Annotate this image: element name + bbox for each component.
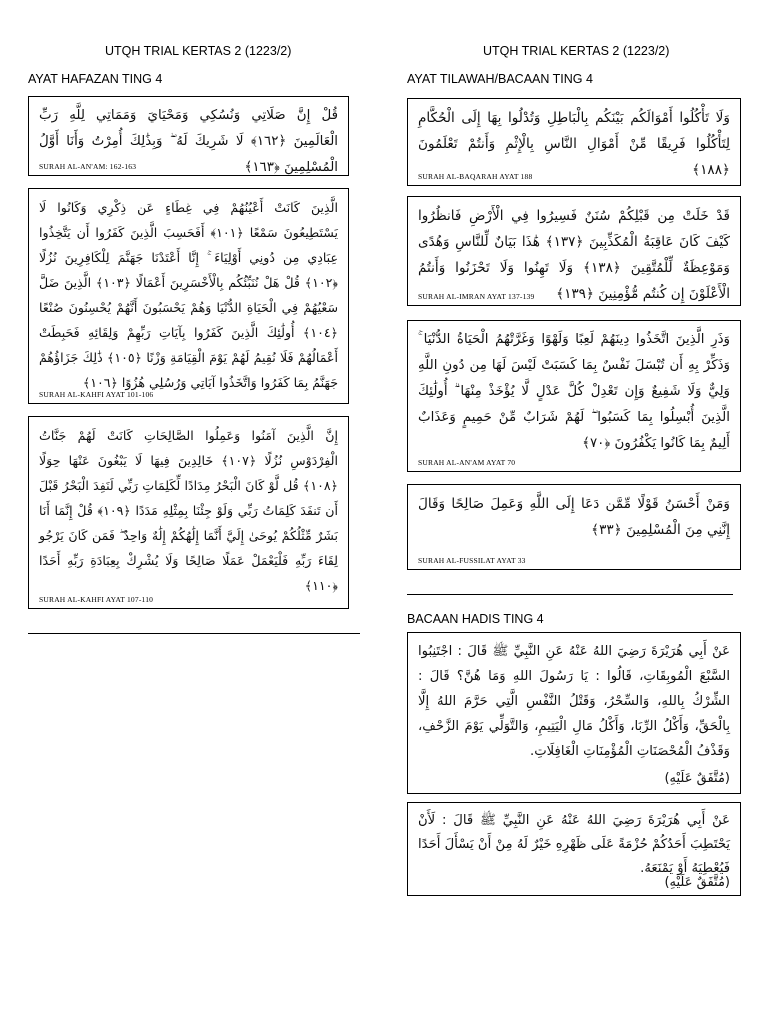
tilawah-box-1 xyxy=(407,98,741,186)
ayat-text: وَلَا تَأْكُلُوا أَمْوَالَكُم بَيْنَكُم بِالْبَاطِلِ وَتُدْلُوا بِهَا إِلَى الْحُكَّامِ لِتَأْكُلُوا فَرِيقًا مِّنْ أَمْوَالِ النَّاسِ بِالْإِثْمِ وَأَنتُمْ تَعْلَمُونَ ﴿١٨٨﴾ xyxy=(418,110,730,178)
hadis-text: عَنْ أَبِي هُرَيْرَةَ رَضِيَ اللهُ عَنْهُ عَنِ النَّبِيِّ ﷺ قَالَ : لَأَنْ يَحْتَطِبَ أَحَدُكُمْ حُزْمَةً عَلَى ظَهْرِهِ خَيْرٌ لَهُ مِنْ أَنْ يَسْأَلَ أَحَدًا فَيُعْطِيَهُ أَوْ يَمْنَعَهُ. xyxy=(418,813,730,876)
left-section-title: AYAT HAFAZAN TING 4 xyxy=(28,72,163,86)
hafazan-box-3 xyxy=(28,416,349,609)
hadis-box-1 xyxy=(407,632,741,794)
tilawah-box-3 xyxy=(407,320,741,472)
right-section-title: AYAT TILAWAH/BACAAN TING 4 xyxy=(407,72,593,86)
hadis-source: (مُتَّفَقٌ عَلَيْهِ) xyxy=(664,875,730,890)
right-page-header: UTQH TRIAL KERTAS 2 (1223/2) xyxy=(483,44,670,58)
left-divider-line xyxy=(28,633,360,634)
ayat-text: وَذَرِ الَّذِينَ اتَّخَذُوا دِينَهُمْ لَعِبًا وَلَهْوًا وَغَرَّتْهُمُ الْحَيَاةُ الدُّنْيَا ۚ وَذَكِّرْ بِهِ أَن تُبْسَلَ نَفْسٌ بِمَا كَسَبَتْ لَيْسَ لَهَا مِن دُونِ اللَّهِ وَلِيٌّ وَلَا شَفِيعٌ وَإِن تَعْدِلْ كُلَّ عَدْلٍ لَّا يُؤْخَذْ مِنْهَا ۗ أُولَٰئِكَ الَّذِينَ أُبْسِلُوا بِمَا كَسَبُوا ۖ لَهُمْ شَرَابٌ مِّنْ حَمِيمٍ وَعَذَابٌ أَلِيمٌ بِمَا كَانُوا يَكْفُرُونَ ﴿٧٠﴾ xyxy=(418,332,730,451)
hadis-text: عَنْ أَبِي هُرَيْرَةَ رَضِيَ اللهُ عَنْهُ عَنِ النَّبِيِّ ﷺ قَالَ : اجْتَنِبُوا السَّبْعَ الْمُوبِقَاتِ، قَالُوا : يَا رَسُولَ اللهِ وَمَا هُنَّ؟ قَالَ : الشِّرْكُ بِاللهِ، وَالسِّحْرُ، وَقَتْلُ النَّفْسِ الَّتِي حَرَّمَ اللهُ إِلَّا بِالْحَقِّ، وَأَكْلُ الرِّبَا، وَأَكْلُ مَالِ الْيَتِيمِ، وَالتَّوَلِّي يَوْمَ الزَّحْفِ، وَقَذْفُ الْمُحْصَنَاتِ الْمُؤْمِنَاتِ الْغَافِلَاتِ. xyxy=(418,644,730,759)
ayat-text: قَدْ خَلَتْ مِن قَبْلِكُمْ سُنَنٌ فَسِيرُوا فِي الْأَرْضِ فَانظُرُوا كَيْفَ كَانَ عَاقِبَةُ الْمُكَذِّبِينَ ﴿١٣٧﴾ هَٰذَا بَيَانٌ لِّلنَّاسِ وَهُدًى وَمَوْعِظَةٌ لِّلْمُتَّقِينَ ﴿١٣٨﴾ وَلَا تَهِنُوا وَلَا تَحْزَنُوا وَأَنتُمُ الْأَعْلَوْنَ إِن كُنتُم مُّؤْمِنِينَ ﴿١٣٩﴾ xyxy=(418,208,730,302)
surah-reference: SURAH AL-AN'AM: 162-163 xyxy=(39,162,137,171)
tilawah-box-4 xyxy=(407,484,741,570)
hadis-section-title: BACAAN HADIS TING 4 xyxy=(407,612,544,626)
tilawah-box-2 xyxy=(407,196,741,306)
right-divider-line xyxy=(407,594,733,595)
surah-reference: SURAH AL-AN'AM AYAT 70 xyxy=(418,458,516,467)
hafazan-box-1 xyxy=(28,96,349,176)
surah-reference: SURAH AL-FUSSILAT AYAT 33 xyxy=(418,556,526,565)
surah-reference: SURAH AL-IMRAN AYAT 137-139 xyxy=(418,292,535,301)
left-page-header: UTQH TRIAL KERTAS 2 (1223/2) xyxy=(105,44,292,58)
surah-reference: SURAH AL-BAQARAH AYAT 188 xyxy=(418,172,533,181)
hafazan-box-2 xyxy=(28,188,349,404)
surah-reference: SURAH AL-KAHFI AYAT 107-110 xyxy=(39,595,154,604)
hadis-source: (مُتَّفَقٌ عَلَيْهِ) xyxy=(664,771,730,786)
ayat-text: وَمَنْ أَحْسَنُ قَوْلًا مِّمَّن دَعَا إِلَى اللَّهِ وَعَمِلَ صَالِحًا وَقَالَ إِنَّنِي مِنَ الْمُسْلِمِينَ ﴿٣٣﴾ xyxy=(418,496,730,538)
ayat-text: قُلْ إِنَّ صَلَاتِي وَنُسُكِي وَمَحْيَايَ وَمَمَاتِي لِلَّهِ رَبِّ الْعَالَمِينَ ﴿١٦٢﴾ لَا شَرِيكَ لَهُ ۖ وَبِذَٰلِكَ أُمِرْتُ وَأَنَا أَوَّلُ الْمُسْلِمِينَ ﴿١٦٣﴾ xyxy=(39,108,338,175)
hadis-box-2 xyxy=(407,802,741,896)
surah-reference: SURAH AL-KAHFI AYAT 101-106 xyxy=(39,390,154,399)
ayat-text: الَّذِينَ كَانَتْ أَعْيُنُهُمْ فِي غِطَاءٍ عَن ذِكْرِي وَكَانُوا لَا يَسْتَطِيعُونَ سَمْعًا ﴿١٠١﴾ أَفَحَسِبَ الَّذِينَ كَفَرُوا أَن يَتَّخِذُوا عِبَادِي مِن دُونِي أَوْلِيَاءَ ۚ إِنَّا أَعْتَدْنَا جَهَنَّمَ لِلْكَافِرِينَ نُزُلًا ﴿١٠٢﴾ قُلْ هَلْ نُنَبِّئُكُم بِالْأَخْسَرِينَ أَعْمَالًا ﴿١٠٣﴾ الَّذِينَ ضَلَّ سَعْيُهُمْ فِي الْحَيَاةِ الدُّنْيَا وَهُمْ يَحْسَبُونَ أَنَّهُمْ يُحْسِنُونَ صُنْعًا ﴿١٠٤﴾ أُولَٰئِكَ الَّذِينَ كَفَرُوا بِآيَاتِ رَبِّهِمْ وَلِقَائِهِ فَحَبِطَتْ أَعْمَالُهُمْ فَلَا نُقِيمُ لَهُمْ يَوْمَ الْقِيَامَةِ وَزْنًا ﴿١٠٥﴾ ذَٰلِكَ جَزَاؤُهُمْ جَهَنَّمُ بِمَا كَفَرُوا وَاتَّخَذُوا آيَاتِي وَرُسُلِي هُزُوًا ﴿١٠٦﴾ xyxy=(39,200,338,390)
ayat-text: إِنَّ الَّذِينَ آمَنُوا وَعَمِلُوا الصَّالِحَاتِ كَانَتْ لَهُمْ جَنَّاتُ الْفِرْدَوْسِ نُزُلًا ﴿١٠٧﴾ خَالِدِينَ فِيهَا لَا يَبْغُونَ عَنْهَا حِوَلًا ﴿١٠٨﴾ قُل لَّوْ كَانَ الْبَحْرُ مِدَادًا لِّكَلِمَاتِ رَبِّي لَنَفِدَ الْبَحْرُ قَبْلَ أَن تَنفَدَ كَلِمَاتُ رَبِّي وَلَوْ جِئْنَا بِمِثْلِهِ مَدَدًا ﴿١٠٩﴾ قُلْ إِنَّمَا أَنَا بَشَرٌ مِّثْلُكُمْ يُوحَىٰ إِلَيَّ أَنَّمَا إِلَٰهُكُمْ إِلَٰهٌ وَاحِدٌ ۖ فَمَن كَانَ يَرْجُو لِقَاءَ رَبِّهِ فَلْيَعْمَلْ عَمَلًا صَالِحًا وَلَا يُشْرِكْ بِعِبَادَةِ رَبِّهِ أَحَدًا ﴿١١٠﴾ xyxy=(39,428,338,593)
